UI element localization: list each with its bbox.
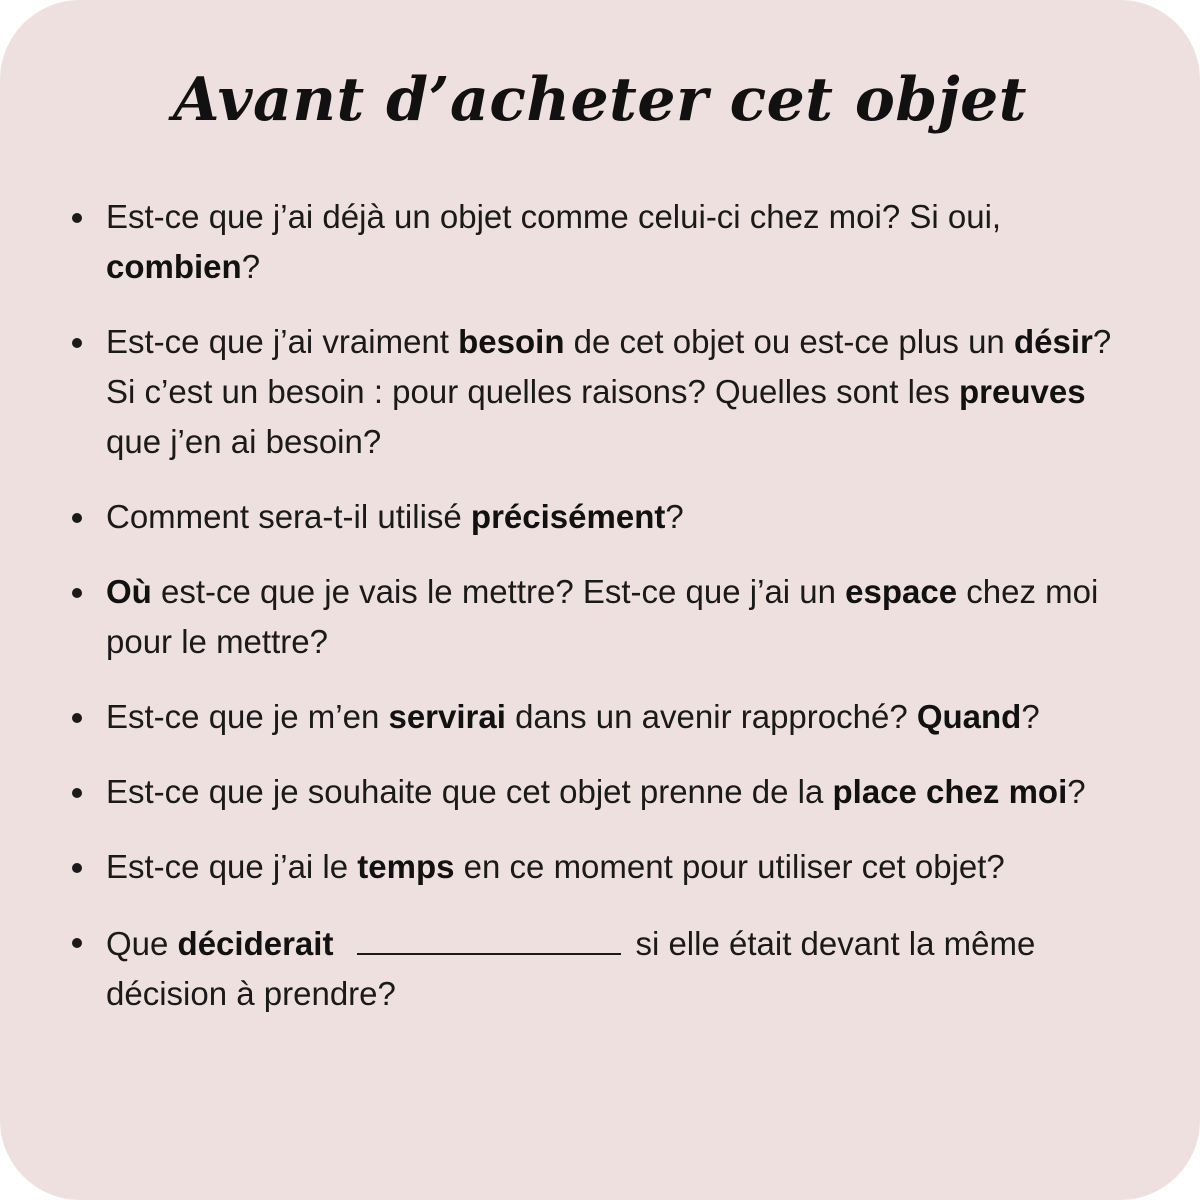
item-emphasis: servirai: [388, 698, 506, 735]
item-emphasis: Quand: [916, 698, 1022, 735]
list-item: [0, 692, 1200, 742]
item-text: de cet objet ou est-ce plus un: [564, 323, 1014, 360]
item-text: Est-ce que j’ai déjà un objet comme celui-ci chez moi? Si oui,: [106, 198, 1002, 235]
list-item: [0, 492, 1200, 542]
bullet-icon: [72, 213, 82, 223]
bullet-icon: [72, 788, 82, 798]
bullet-icon: [72, 713, 82, 723]
list-item: [0, 192, 1200, 292]
bullet-icon: [72, 863, 82, 873]
item-emphasis: temps: [357, 848, 455, 885]
list-item: [0, 567, 1200, 667]
item-emphasis: besoin: [458, 323, 565, 360]
item-text: en ce moment pour utiliser cet objet?: [454, 848, 1005, 885]
list-item: [0, 917, 1200, 1019]
item-emphasis: désir: [1013, 323, 1093, 360]
item-text: ? Si c’est un besoin : pour quelles raisons? Quelles sont les: [106, 323, 1112, 410]
item-text: ?: [241, 248, 261, 285]
item-text: dans un avenir rapproché?: [505, 698, 917, 735]
item-text: Est-ce que j’ai vraiment: [106, 323, 459, 360]
item-text: ?: [1021, 698, 1040, 735]
item-text: Est-ce que je souhaite que cet objet prenne de la: [106, 773, 833, 810]
list-item: [0, 767, 1200, 817]
list-item: [0, 317, 1200, 467]
item-text: ?: [665, 498, 684, 535]
item-emphasis: combien: [106, 248, 242, 285]
item-text: Comment sera-t-il utilisé: [106, 498, 471, 535]
bullet-icon: [72, 338, 82, 348]
item-emphasis: Où: [106, 573, 152, 610]
item-text: Est-ce que j’ai le: [106, 848, 358, 885]
item-emphasis: déciderait: [177, 925, 334, 962]
question-list: [0, 192, 1200, 1044]
item-text: ?: [1067, 773, 1086, 810]
item-emphasis: preuves: [958, 373, 1086, 410]
list-item: [0, 842, 1200, 892]
bullet-icon: [72, 588, 82, 598]
item-text: est-ce que je vais le mettre? Est-ce que j’ai un: [151, 573, 846, 610]
fill-in-blank: [357, 917, 621, 955]
item-text: Que: [106, 925, 178, 962]
bullet-icon: [72, 513, 82, 523]
page-title: Avant d’acheter cet objet: [173, 65, 1027, 135]
bullet-icon: [72, 938, 82, 948]
item-emphasis: espace: [845, 573, 958, 610]
item-text: si elle était devant la même décision à prendre?: [106, 925, 1036, 1012]
item-text: Est-ce que je m’en: [106, 698, 389, 735]
item-text: chez moi pour le mettre?: [106, 573, 1099, 660]
item-emphasis: place chez moi: [832, 773, 1068, 810]
item-text: que j’en ai besoin?: [106, 423, 382, 460]
item-emphasis: précisément: [470, 498, 666, 535]
